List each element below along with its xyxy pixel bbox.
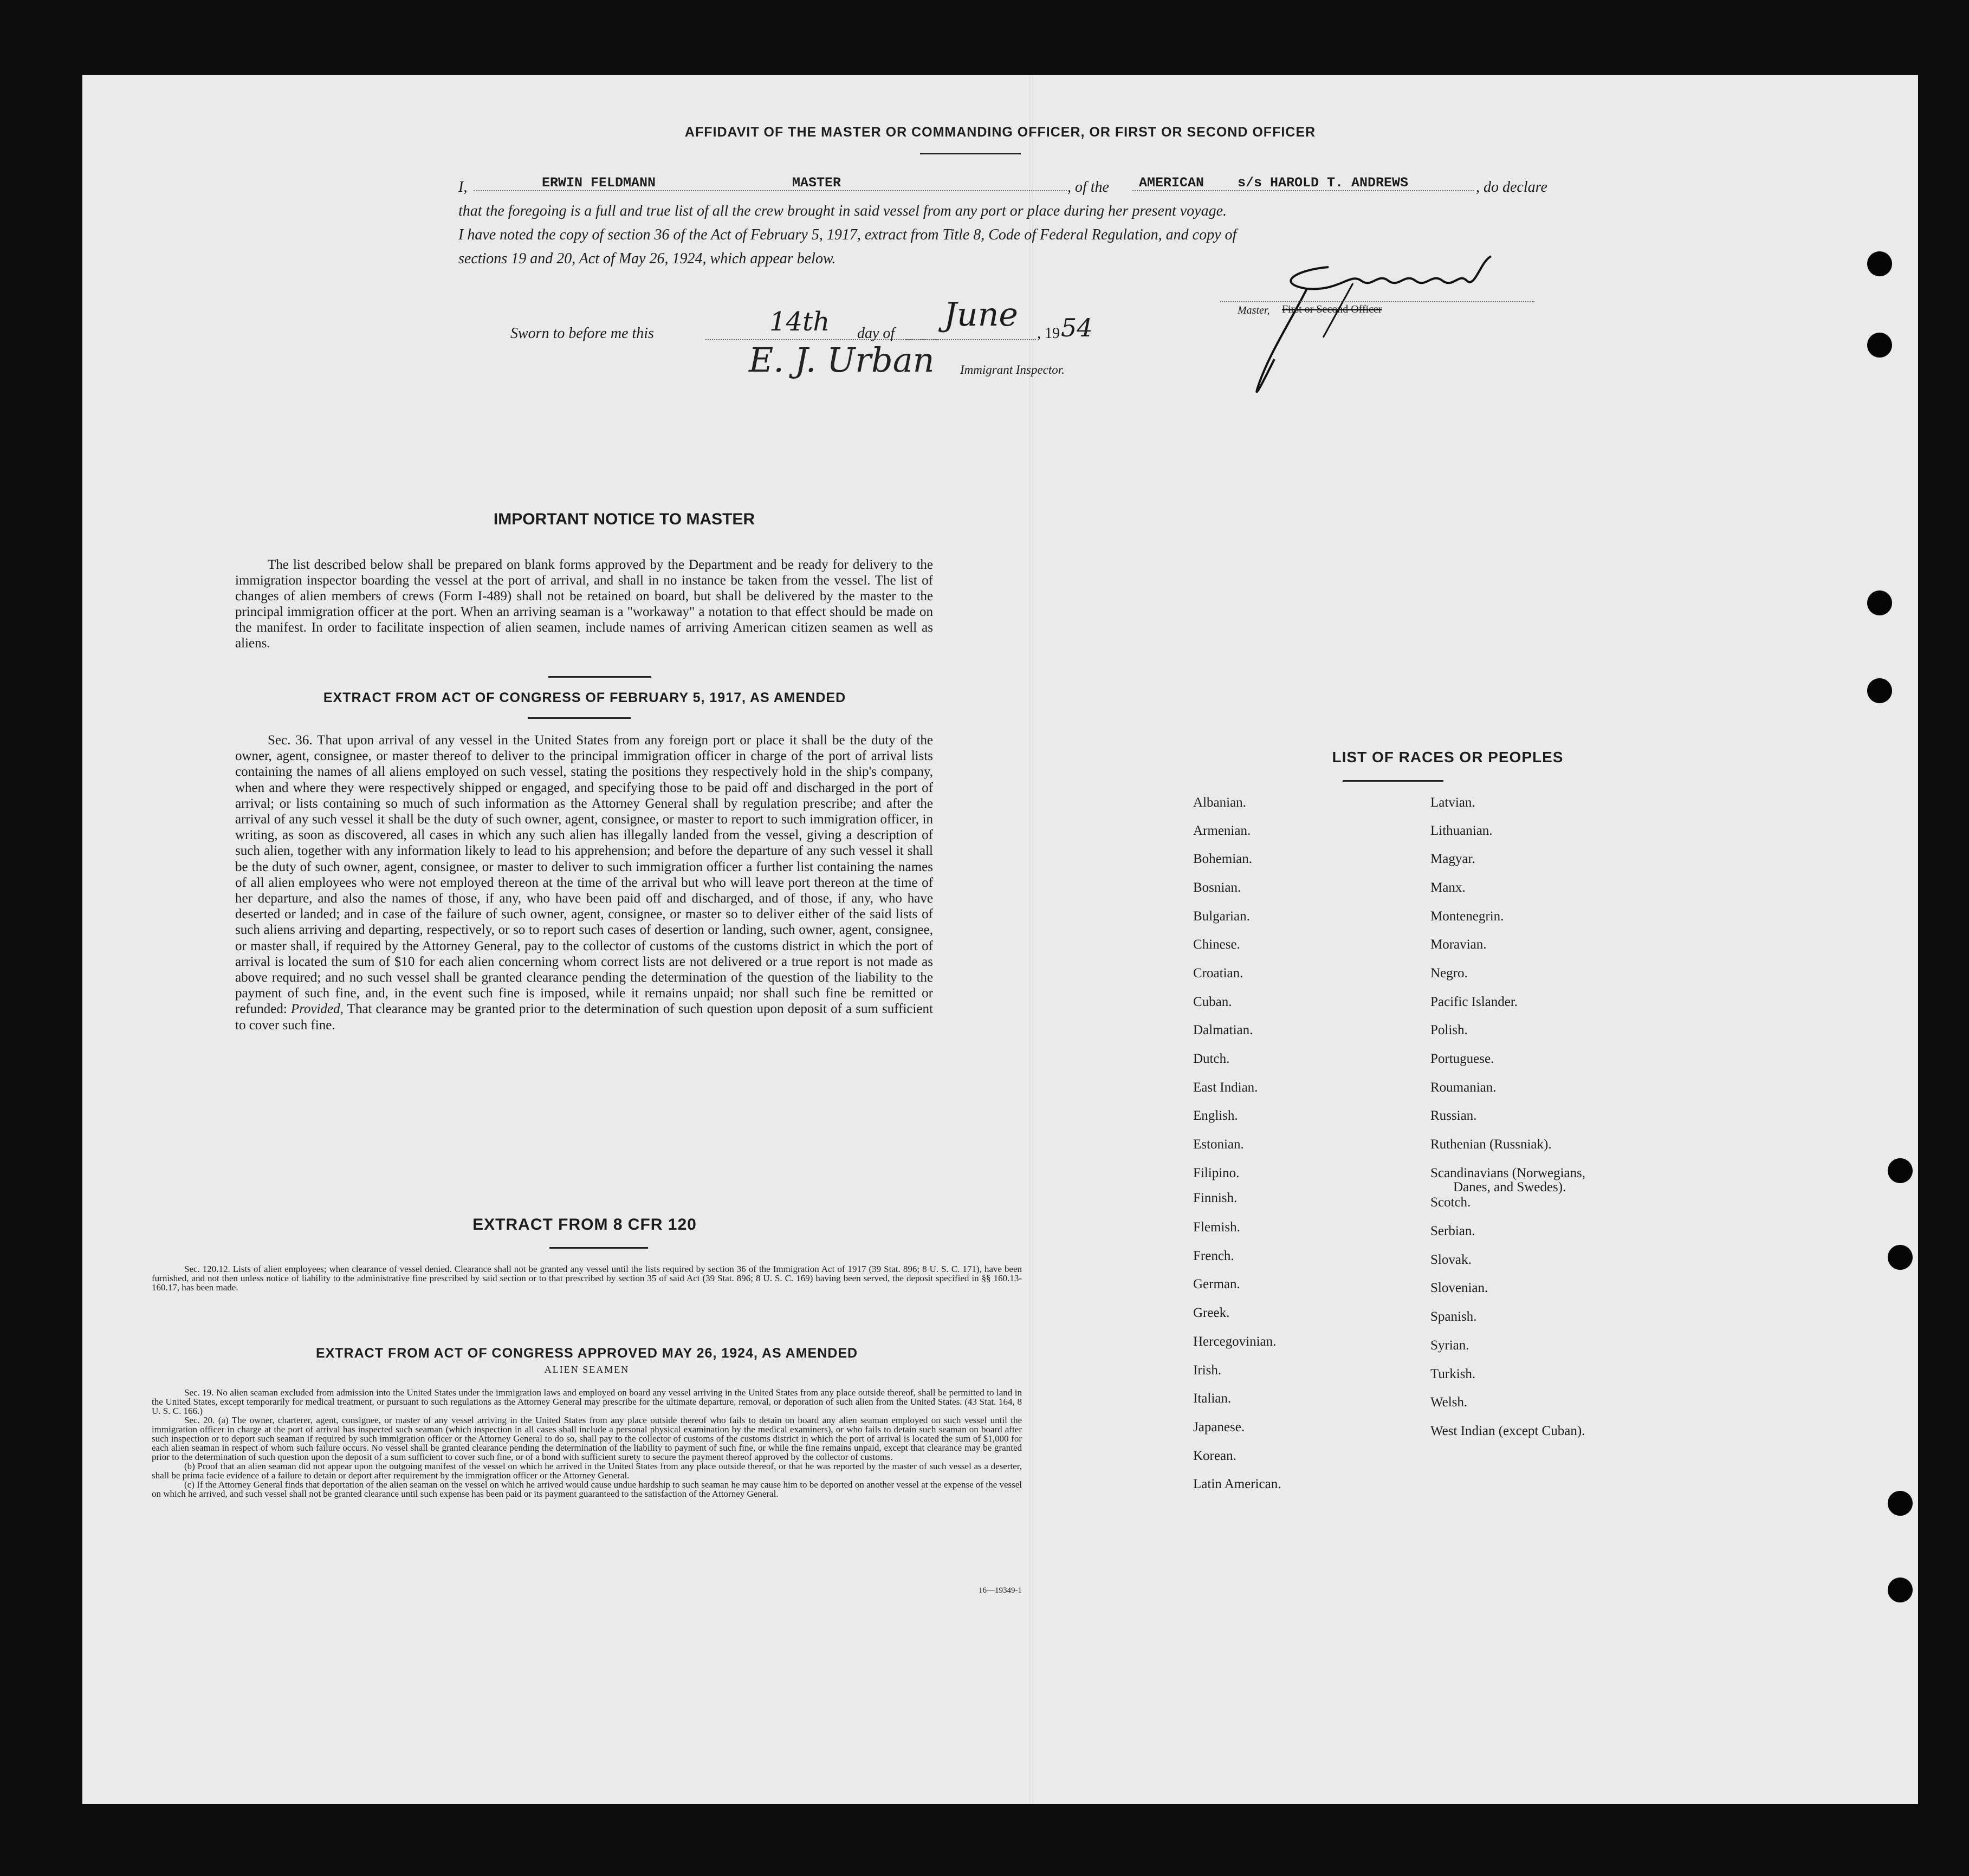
race-item: Italian.	[1193, 1391, 1232, 1406]
affidavit-line-3: I have noted the copy of section 36 of the Act of February 5, 1917, extract from Title 8, Code of Federal Regulation, and copy of	[458, 226, 1237, 243]
struck-officer-caption: First or Second Officer	[1282, 303, 1382, 315]
punch-hole	[1867, 590, 1892, 615]
form-number: 16—19349-1	[979, 1586, 1022, 1595]
race-item: Cuban.	[1193, 995, 1232, 1009]
race-item: Ruthenian (Russniak).	[1430, 1137, 1552, 1152]
master-rank: MASTER	[792, 175, 841, 191]
cfr-body: Sec. 120.12. Lists of alien employees; when clearance of vessel denied. Clearance shall not be granted any vessel until the lists required by section 36 of the Immigration Act of 1917 (39 Stat. 896; 8 U. S. C. 171), have been furnished, and not then unless notice of liability to the administrative fine prescribed by said section or to that prescribed by section 35 of said Act (39 Stat. 896; 8 U. S. C. 169) having been served, the deposit specified in §§ 160.13-160.17, has been made.	[152, 1264, 1022, 1293]
race-item: Dalmatian.	[1193, 1023, 1253, 1037]
sworn-month: June	[944, 296, 1018, 334]
document-page	[82, 75, 1918, 1804]
race-item: Irish.	[1193, 1363, 1222, 1378]
race-item: Roumanian.	[1430, 1080, 1497, 1095]
race-item: Latin American.	[1193, 1477, 1281, 1491]
punch-hole	[1867, 333, 1892, 358]
year-prefix: , 19	[1037, 325, 1060, 342]
race-item: French.	[1193, 1249, 1234, 1263]
race-item: Filipino.	[1193, 1166, 1240, 1180]
race-item: Scotch.	[1430, 1195, 1471, 1210]
cfr-title: EXTRACT FROM 8 CFR 120	[472, 1216, 697, 1234]
sec-20b: (b) Proof that an alien seaman did not appear upon the outgoing manifest of the vessel on which he arrived in the United States from any place outside thereof, or that he was reported by the master of such vessel as a deserter, shall be prima facie evidence of a failure to detain or deport after requirement by the immigration officer or the Attorney General.	[152, 1461, 1022, 1481]
race-item: Japanese.	[1193, 1420, 1245, 1434]
race-item: Finnish.	[1193, 1191, 1238, 1205]
master-signature	[1166, 251, 1556, 457]
sec-20a: Sec. 20. (a) The owner, charterer, agent, consignee, or master of any vessel arriving in the United States from any place outside thereof who fails to detain on board any alien seaman employed on such vessel until the immigration officer in charge at the port of arrival has inspected such seaman (which inspection in all cases shall include a personal physical examination by the medical examiners), or who fails to detain such seaman on board after such inspection or to deport such seaman if required by such immigration officer or the Attorney General to do so, shall pay to the collector of customs of the customs district in which the port of arrival is located the sum of $1,000 for each alien seaman in respect of whom such failure occurs. No vessel shall be granted clearance pending the determination of the liability to payment of such fine, or while the fine remains unpaid, except that clearance may be granted prior to the determination of such question upon the deposit of a sum sufficient to cover such fine, or of a bond with sufficient surety to secure the payment thereof approved by the collector of customs.	[152, 1415, 1022, 1462]
punch-hole	[1867, 678, 1892, 703]
affidavit-title-rule	[920, 153, 1021, 154]
proviso-word: Provided,	[290, 1002, 344, 1017]
day-of-label: day of	[857, 325, 895, 342]
race-item: Polish.	[1430, 1023, 1468, 1037]
master-signature-line	[1220, 301, 1534, 302]
race-item: East Indian.	[1193, 1080, 1258, 1095]
sworn-year: 54	[1061, 313, 1093, 342]
extract-1917-text: Sec. 36. That upon arrival of any vessel in the United States from any foreign port or place it shall be the duty of the owner, agent, consignee, or master thereof to deliver to the principal immigration officer in charge of the port of arrival lists containing the names of all aliens employed on such vessel, stating the positions they respectively hold in the ship's company, when and where they were respectively shipped or engaged, and specifying those to be paid off and discharged in the port of arrival; or lists containing so much of such information as the Attorney General shall by regulation prescribe; and after the arrival of any such vessel it shall be the duty of such owner, agent, consignee, or master to report to such immigration officer, in writing, as soon as discovered, all cases in which any such alien has illegally landed from the vessel, giving a description of such alien, together with any information likely to lead to his apprehension; and before the departure of any such vessel it shall be the duty of such owner, agent, consignee, or master to deliver to such immigration officer a further list containing the names of all alien employees who were not employed thereon at the time of the arrival but who will leave port thereon at the time of her departure, and also the names of those, if any, who have been paid off and discharged, and of those, if any, who have deserted or landed; and in case of the failure of such owner, agent, consignee, or master so to deliver either of the said lists of such aliens arriving and departing, respectively, or so to report such cases of desertion or landing, such owner, agent, consignee, or master shall, if required by the Attorney General, pay to the collector of customs of the customs district in which the port of arrival is located the sum of $10 for each alien concerning whom correct lists are not delivered or a true report is not made as above required; and no such vessel shall be granted clearance pending the determination of the question of the liability to the payment of such fine, and, in the event such fine is imposed, while it remains unpaid; nor shall such fine be remitted or refunded:	[235, 733, 933, 1017]
race-item: Scandinavians (Norwegians,	[1430, 1166, 1586, 1180]
race-item: Slovak.	[1430, 1252, 1472, 1267]
races-title: LIST OF RACES OR PEOPLES	[1332, 749, 1564, 765]
sec-19: Sec. 19. No alien seaman excluded from admission into the United States under the immigration laws and employed on board any vessel arriving in the United States from any place outside thereof, shall be permitted to land in the United States, except temporarily for medical treatment, or pursuant to such regulations as the Attorney General may prescribe for the ultimate departure, removal, or deporation of such alien from the United States. (43 Stat. 164, 8 U. S. C. 166.)	[152, 1387, 1022, 1416]
race-item: Armenian.	[1193, 823, 1251, 838]
affidavit-title: AFFIDAVIT OF THE MASTER OR COMMANDING OFFICER, OR FIRST OR SECOND OFFICER	[684, 125, 1316, 140]
race-item: Croatian.	[1193, 966, 1243, 981]
i-label: I,	[458, 179, 468, 196]
affidavit-line-2: that the foregoing is a full and true list of all the crew brought in said vessel from any port or place during her present voyage.	[458, 203, 1227, 219]
race-item: Korean.	[1193, 1449, 1236, 1463]
race-item: Dutch.	[1193, 1051, 1230, 1066]
extract-1924-title: EXTRACT FROM ACT OF CONGRESS APPROVED MAY 26, 1924, AS AMENDED	[315, 1346, 858, 1361]
sworn-label: Sworn to before me this	[510, 325, 654, 342]
race-item: Russian.	[1430, 1108, 1477, 1123]
race-item: Hercegovinian.	[1193, 1334, 1277, 1349]
notice-rule	[548, 676, 651, 678]
race-item: Latvian.	[1430, 795, 1475, 810]
race-item: Flemish.	[1193, 1220, 1240, 1235]
race-item: Turkish.	[1430, 1367, 1476, 1381]
page-fold	[1029, 75, 1033, 1804]
race-item: Greek.	[1193, 1306, 1230, 1320]
notice-body: The list described below shall be prepared on blank forms approved by the Department and be ready for delivery to the immigration inspector boarding the vessel at the port of arrival, and shall in no instance be taken from the vessel. The list of changes of alien members of crews (Form I-489) shall not be retained on board, but shall be delivered by the master to the principal immigration officer at the port. When an arriving seaman is a "workaway" a notation to that effect should be made on the manifest. In order to facilitate inspection of alien seamen, include names of arriving American citizen seamen as well as aliens.	[235, 557, 933, 651]
punch-hole	[1888, 1491, 1913, 1516]
race-item: Manx.	[1430, 880, 1466, 895]
cfr-rule	[549, 1247, 648, 1249]
inspector-caption: Immigrant Inspector.	[960, 363, 1065, 377]
sec-20c: (c) If the Attorney General finds that deportation of the alien seaman on the vessel on which he arrived would cause undue hardship to such seaman he may cause him to be deported on another vessel at the expense of the vessel on which he arrived, and such vessel shall not be granted clearance until such expense has been paid or its payment guaranteed to the satisfaction of the Attorney General.	[152, 1479, 1022, 1499]
extract-1924-body	[152, 1388, 1022, 1498]
race-item: Montenegrin.	[1430, 909, 1504, 924]
inspector-signature: E. J. Urban	[749, 340, 935, 380]
race-item: German.	[1193, 1277, 1240, 1291]
affidavit-line-4: sections 19 and 20, Act of May 26, 1924, which appear below.	[458, 250, 836, 267]
race-item: Estonian.	[1193, 1137, 1244, 1152]
race-item: Lithuanian.	[1430, 823, 1493, 838]
extract-1917-rule	[528, 717, 631, 719]
vessel-nationality: AMERICAN	[1139, 175, 1204, 191]
punch-hole	[1867, 251, 1892, 276]
sworn-day: 14th	[769, 307, 830, 337]
race-item: Bulgarian.	[1193, 909, 1250, 924]
race-item: Albanian.	[1193, 795, 1246, 810]
master-name: ERWIN FELDMANN	[542, 175, 656, 191]
race-item: Serbian.	[1430, 1224, 1475, 1238]
race-item: West Indian (except Cuban).	[1430, 1424, 1585, 1438]
race-item-scandinavians-cont: Danes, and Swedes).	[1453, 1180, 1566, 1195]
punch-hole	[1888, 1578, 1913, 1602]
race-item: Welsh.	[1430, 1395, 1468, 1410]
punch-hole	[1888, 1158, 1913, 1183]
punch-hole	[1888, 1245, 1913, 1270]
race-item: Pacific Islander.	[1430, 995, 1518, 1009]
race-item: Syrian.	[1430, 1338, 1469, 1353]
race-item: Spanish.	[1430, 1309, 1477, 1324]
master-caption: Master,	[1238, 304, 1270, 316]
race-item: Portuguese.	[1430, 1051, 1494, 1066]
do-declare-label: , do declare	[1476, 179, 1547, 196]
race-item: Bosnian.	[1193, 880, 1241, 895]
notice-title: IMPORTANT NOTICE TO MASTER	[493, 510, 755, 528]
races-rule	[1343, 780, 1443, 782]
extract-1917-text-end: That clearance may be granted prior to the determination of such question upon deposit of a sum sufficient to cover such fine.	[235, 1002, 933, 1033]
race-item: Moravian.	[1430, 937, 1487, 952]
of-the-label: , of the	[1067, 179, 1109, 196]
race-item: English.	[1193, 1108, 1238, 1123]
race-item: Slovenian.	[1430, 1281, 1488, 1295]
race-item: Bohemian.	[1193, 852, 1253, 866]
race-item: Negro.	[1430, 966, 1468, 981]
extract-1917-title: EXTRACT FROM ACT OF CONGRESS OF FEBRUARY 5, 1917, AS AMENDED	[323, 690, 846, 705]
race-item: Chinese.	[1193, 937, 1240, 952]
race-item: Magyar.	[1430, 852, 1475, 866]
extract-1917-body	[235, 732, 933, 1033]
vessel-name: s/s HAROLD T. ANDREWS	[1238, 175, 1409, 191]
extract-1924-subtitle: ALIEN SEAMEN	[544, 1364, 630, 1375]
